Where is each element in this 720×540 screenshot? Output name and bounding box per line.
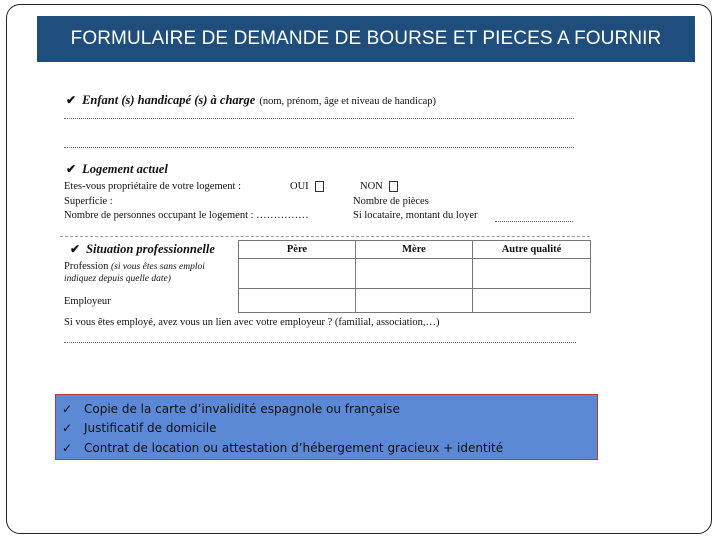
cell-employeur-autre <box>473 289 591 313</box>
cell-profession-autre <box>473 259 591 289</box>
check-icon: ✔ <box>66 162 77 176</box>
checkbox-icon <box>315 181 324 192</box>
documents-box <box>55 394 598 460</box>
section-situation <box>70 242 215 257</box>
cell-profession-mere <box>356 259 473 289</box>
non-label: NON <box>360 181 383 192</box>
section-note: (nom, prénom, âge et niveau de handicap) <box>259 96 437 107</box>
employeur-label: Employeur <box>64 296 111 307</box>
owner-question: Etes-vous propriétaire de votre logement : <box>64 181 241 192</box>
personnes-label: Nombre de personnes occupant le logement : …………… <box>64 210 309 221</box>
non-option <box>360 181 398 192</box>
cell-employeur-pere <box>239 289 356 313</box>
profession-label <box>64 261 236 285</box>
col-mere: Mère <box>356 241 473 259</box>
oui-option <box>290 181 324 192</box>
dotted-line <box>495 221 573 222</box>
profession-sub: (si vous êtes sans emploi indiquez depuis quelle date) <box>64 262 205 284</box>
section-heading: Logement actuel <box>82 162 168 176</box>
situation-table <box>238 240 591 313</box>
profession-text: Profession <box>64 261 109 272</box>
document-item <box>62 399 591 419</box>
col-autre: Autre qualité <box>473 241 591 259</box>
document-text: Contrat de location ou attestation d’hébergement gracieux + identité <box>84 440 504 455</box>
document-item <box>62 419 591 439</box>
section-heading: Enfant (s) handicapé (s) à charge <box>82 93 256 107</box>
checkmark-icon: ✓ <box>62 440 73 455</box>
checkmark-icon: ✓ <box>62 421 73 436</box>
section-logement <box>66 162 168 177</box>
divider <box>60 236 590 237</box>
dotted-line <box>64 147 574 148</box>
col-pere: Père <box>239 241 356 259</box>
section-heading: Situation professionnelle <box>86 242 215 256</box>
document-item <box>62 438 591 458</box>
document-text: Justificatif de domicile <box>84 421 217 436</box>
loyer-label: Si locataire, montant du loyer <box>353 210 478 221</box>
lien-question: Si vous êtes employé, avez vous un lien avec votre employeur ? (familial, association,…) <box>64 317 440 328</box>
check-icon: ✔ <box>70 242 81 256</box>
cell-profession-pere <box>239 259 356 289</box>
checkbox-icon <box>389 181 398 192</box>
dotted-line <box>64 118 574 119</box>
checkmark-icon: ✓ <box>62 401 73 416</box>
pieces-label: Nombre de pièces <box>353 196 429 207</box>
superficie-label: Superficie : <box>64 196 113 207</box>
check-icon: ✔ <box>66 93 77 107</box>
section-enfant <box>66 93 436 108</box>
cell-employeur-mere <box>356 289 473 313</box>
page-title: FORMULAIRE DE DEMANDE DE BOURSE ET PIECES A FOURNIR <box>37 16 695 62</box>
oui-label: OUI <box>290 181 309 192</box>
document-text: Copie de la carte d’invalidité espagnole ou française <box>84 401 400 416</box>
dotted-line <box>64 342 576 343</box>
